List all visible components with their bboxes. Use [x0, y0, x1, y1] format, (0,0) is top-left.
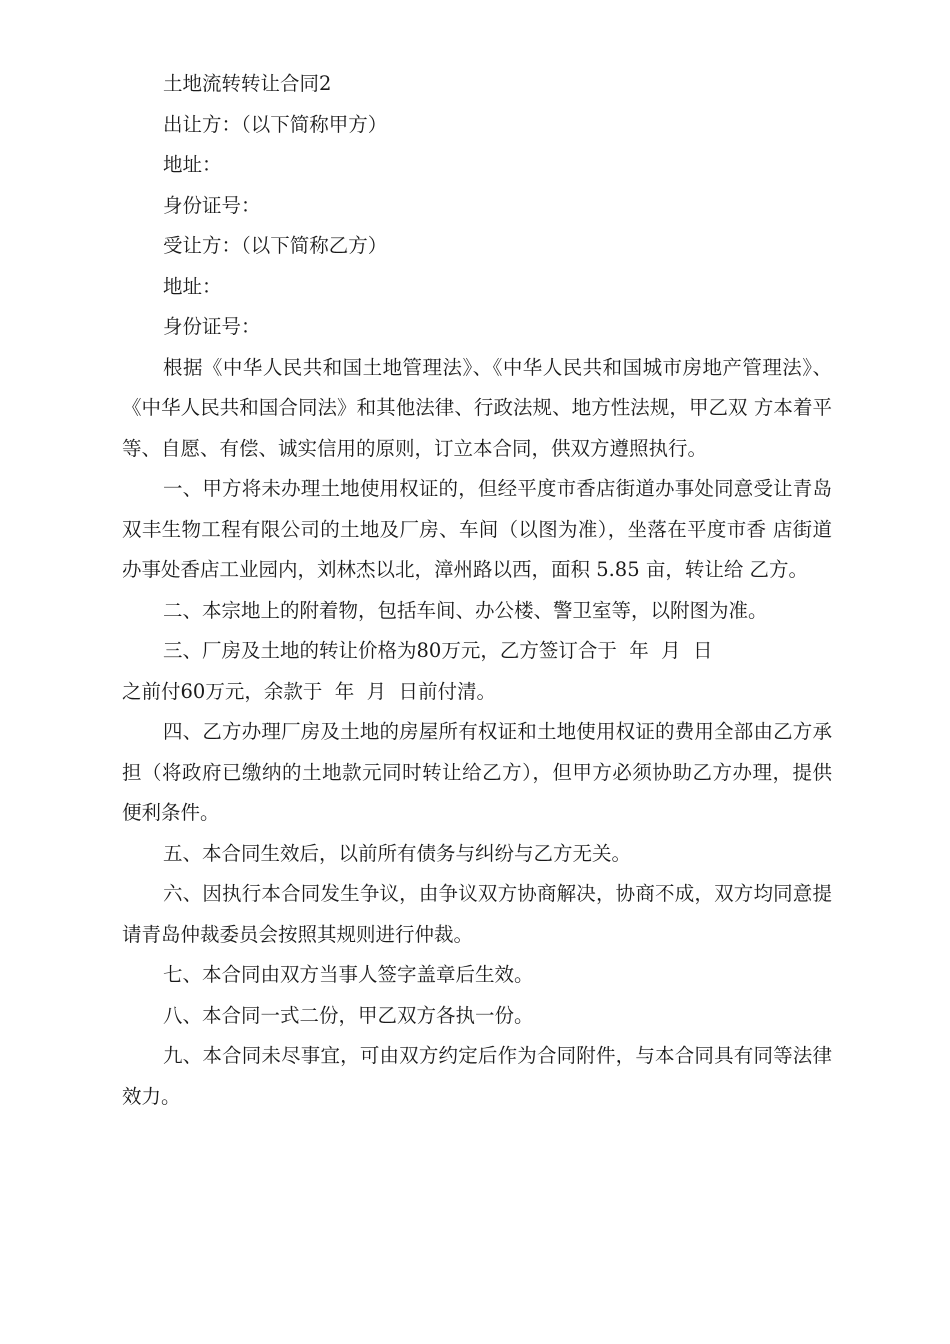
transferor-address-line: 地址： — [163, 153, 222, 176]
transferee-id-line: 身份证号： — [163, 315, 261, 338]
clause-5: 五、本合同生效后，以前所有债务与纠纷与乙方无关。 — [163, 841, 632, 865]
document-title: 土地流转转让合同2 — [163, 72, 332, 95]
transferee-line: 受让方：（以下简称乙方） — [163, 234, 388, 257]
clause-9: 九、本合同未尽事宜，可由双方约定后作为合同附件，与本合同具有同等法律效力。 — [122, 1044, 832, 1108]
clause-3: 三、厂房及土地的转让价格为80万元，乙方签订合于 年 月 日 — [163, 639, 713, 662]
clause-6: 六、因执行本合同发生争议，由争议双方协商解决，协商不成，双方均同意提请青岛仲裁委员会按照其规则进行仲裁。 — [122, 882, 832, 946]
transferor-id-line: 身份证号： — [163, 193, 261, 217]
clause-4: 四、乙方办理厂房及土地的房屋所有权证和土地使用权证的费用全部由乙方承担（将政府已缴纳的土地款元同时转让给乙方），但甲方必须协助乙方办理，提供便利条件。 — [122, 720, 832, 824]
clause-7: 七、本合同由双方当事人签字盖章后生效。 — [163, 963, 534, 986]
preamble-paragraph: 根据《中华人民共和国土地管理法》、《中华人民共和国城市房地产管理法》、《中华人民共和国合同法》和其他法律、行政法规、地方性法规，甲乙双 方本着平等、自愿、有偿、诚实信用的原则，订立本合同，供双方遵照执行。 — [122, 355, 832, 460]
clause-2: 二、本宗地上的附着物，包括车间、办公楼、警卫室等，以附图为准。 — [163, 598, 768, 622]
document-body — [122, 64, 832, 1117]
transferor-line: 出让方：（以下简称甲方） — [163, 112, 388, 136]
clause-1: 一、甲方将未办理土地使用权证的，但经平度市香店街道办事处同意受让青岛双丰生物工程有限公司的土地及厂房、车间（以图为准），坐落在平度市香 店街道办事处香店工业园内，刘林杰以北，漳州路以西，面积 5.85 亩，转让给 乙方。 — [122, 477, 832, 581]
transferee-address-line: 地址： — [163, 274, 222, 298]
clause-3-continuation: 之前付60万元，余款于 年 月 日前付清。 — [122, 679, 497, 703]
clause-8: 八、本合同一式二份，甲乙双方各执一份。 — [163, 1003, 534, 1027]
